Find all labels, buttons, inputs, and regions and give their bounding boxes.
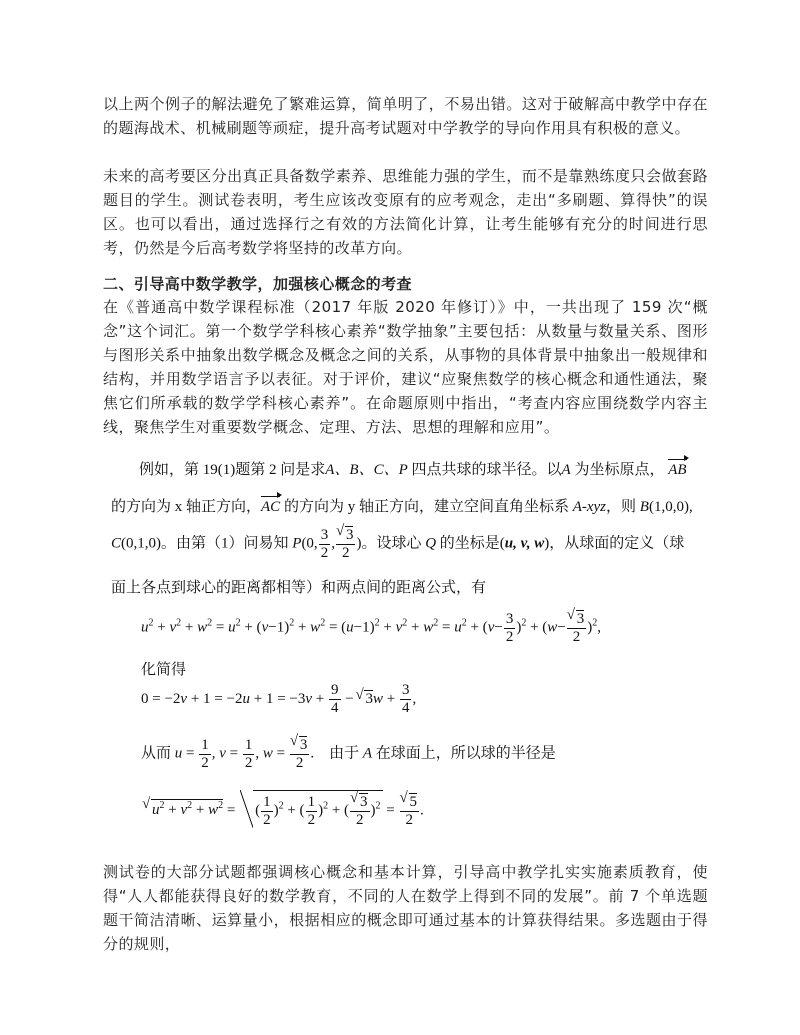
worked-example [111, 454, 693, 834]
example-line-2: 的方向为 x 轴正方向，AC 的方向为 y 轴正方向，建立空间直角坐标系 A-xyz，则 B(1,0,0), [111, 499, 693, 515]
paragraph-test-paper: 测试卷的大部分试题都强调核心概念和基本计算，引导高中教学扎实实施素质教育，使得“人人都能获得良好的数学教育，不同的人在数学上得到不同的发展”。前 7 个单选题题干简洁清晰、运算量小，根据相应的概念即可通过基本的计算获得结果。多选题由于得分的规则， [103, 863, 708, 953]
equation-radius: √ $u^2 + v^2 + w^2$ = ( $\frac{1}{2}$ )$^2$ + ( $\frac{1}{2}$ )$^2$ + ( √ $\frac{3}{2}$ )$^2$ = √ $\frac{5}{2}$ . [144, 790, 424, 829]
equation-distances: $u^2 + v^2 + w^2 = u^2 + (v-1)^2 + w^2 = (u-1)^2 + v^2 + w^2 = u^2 + (v-$ $\frac{3}{2}$ )$^2$ + (w− √ $\frac{3}{2}$ )$^2$, [141, 610, 601, 646]
example-line-3: C(0,1,0)。由第（1）问易知 P(0, $\frac{3}{2}$ , √ $\frac{3}{2}$ )。设球心 Q 的坐标是(u, v, w)，从球面的定义（球 [111, 526, 684, 562]
section-heading: 二、引导高中数学教学，加强核心概念的考查 [103, 275, 413, 293]
equation-solution: 从而 u = $\frac{1}{2}$ , v = $\frac{1}{2}$ , w = √ $\frac{3}{2}$ . 由于 A 在球面上，所以球的半径是 [141, 736, 556, 772]
paragraph-intro: 以上两个例子的解法避免了繁难运算，简单明了，不易出错。这对于破解高中教学中存在的题海战术、机械刷题等顽症，提升高考试题对中学教学的导向作用具有积极的意义。 [103, 95, 708, 137]
paragraph-curriculum-standard: 在《普通高中数学课程标准（2017 年版 2020 年修订）》中，一共出现了 159 次“概念”这个词汇。第一个数学学科核心素养“数学抽象”主要包括：从数量与数量关系、图形与图形关系中抽象出数学概念及概念之间的关系，从事物的具体背景中抽象出一般规律和结构，并用数学语言予以表征。对于评价，建议“应聚焦数学的核心概念和通性通法，聚焦它们所承载的数学学科核心素养”。在命题原则中指出，“考查内容应围绕数学内容主线，聚焦学生对重要数学概念、定理、方法、思想的理解和应用”。 [103, 298, 708, 436]
simplify-label: 化简得 [141, 662, 187, 678]
vector-ac: AC [261, 499, 281, 515]
vector-ab: AB [668, 462, 687, 478]
equation-simplified: 0 = −2v + 1 = −2u + 1 = −3v + $\frac{9}{4}$ − √ 3w + $\frac{3}{4}$ , [141, 682, 416, 717]
fraction: $\frac{3}{2}$ [320, 526, 329, 561]
example-line-4: 面上各点到球心的距离都相等）和两点间的距离公式，有 [111, 580, 487, 596]
fraction: √ $\frac{3}{2}$ [336, 526, 356, 562]
paragraph-future-exam: 未来的高考要区分出真正具备数学素养、思维能力强的学生，而不是靠熟练度只会做套路题目的学生。测试卷表明，考生应该改变原有的应考观念，走出“多刷题、算得快”的误区。也可以看出，通过选择行之有效的方法简化计算，让考生能够有充分的时间进行思考，仍然是今后高考数学将坚持的改革方向。 [103, 167, 708, 257]
example-line-1: 例如，第 19(1)题第 2 问是求A、B、C、P 四点共球的球半径。以A 为坐标原点， AB [139, 462, 687, 478]
